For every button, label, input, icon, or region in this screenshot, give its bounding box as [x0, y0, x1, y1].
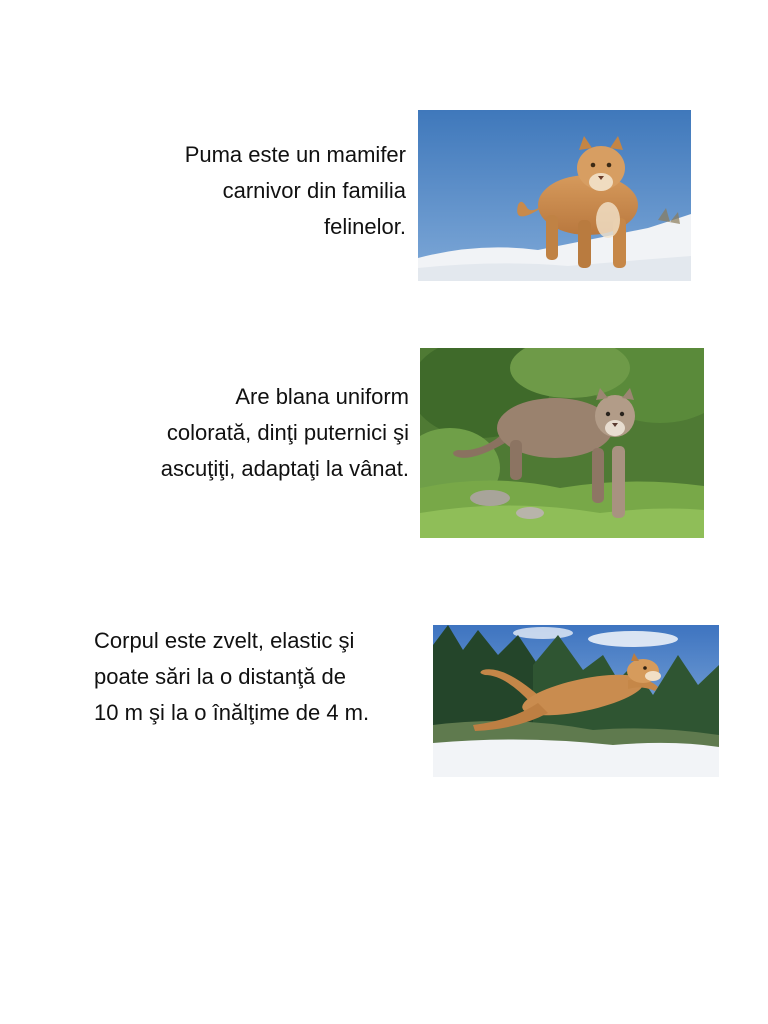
- puma-snow-illustration: [418, 110, 691, 281]
- text-line: colorată, dinţi puternici şi: [166, 420, 409, 445]
- text-line: Corpul este zvelt, elastic şi: [94, 628, 355, 653]
- text-line: poate sări la o distanţă de: [94, 664, 346, 689]
- paragraph-puma-fur-teeth: [80, 379, 409, 487]
- paragraph-puma-body-jump: [94, 623, 424, 731]
- puma-grass-illustration: [420, 348, 704, 538]
- puma-walking-in-snow-photo: [418, 110, 691, 281]
- paragraph-puma-definition: [100, 137, 406, 245]
- text-line: Puma este un mamifer: [184, 142, 406, 167]
- text-line: carnivor din familia: [222, 178, 406, 203]
- text-line: felinelor.: [324, 214, 406, 239]
- text-line: ascuţiţi, adaptaţi la vânat.: [160, 456, 409, 481]
- puma-leap-illustration: [433, 625, 719, 777]
- text-line: Are blana uniform: [235, 384, 409, 409]
- puma-leaping-over-snow-photo: [433, 625, 719, 777]
- text-line: 10 m şi la o înălţime de 4 m.: [94, 700, 370, 725]
- puma-stalking-in-grass-photo: [420, 348, 704, 538]
